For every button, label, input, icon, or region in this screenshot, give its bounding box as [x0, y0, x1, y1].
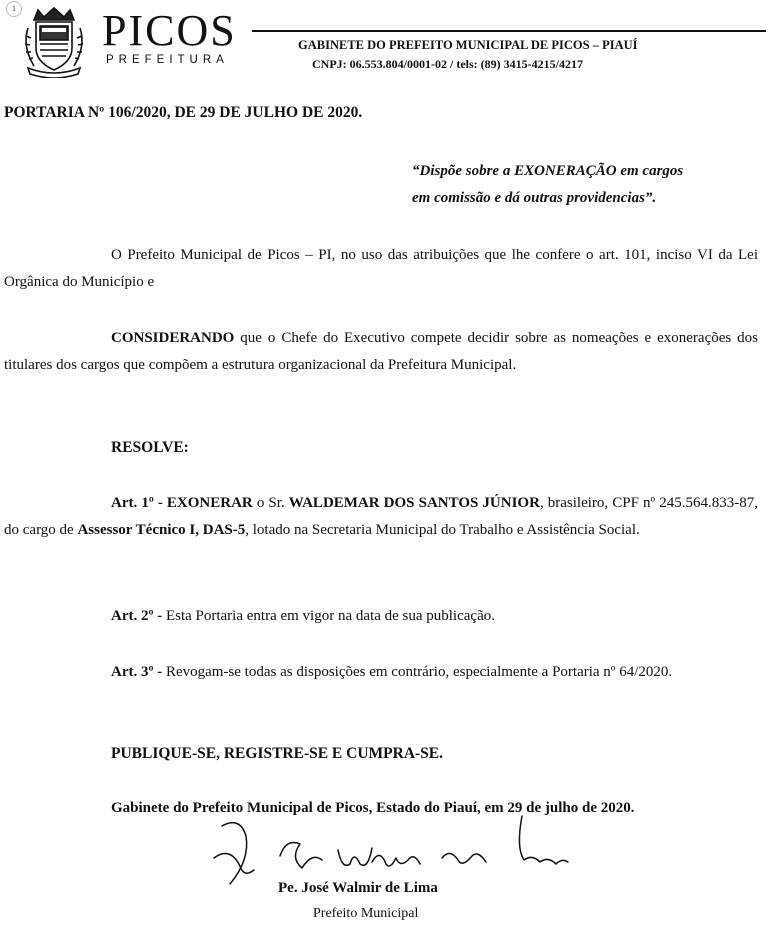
signer-role: Prefeito Municipal: [313, 906, 419, 921]
considerando-keyword: CONSIDERANDO: [111, 330, 235, 346]
preamble-paragraph: [4, 242, 758, 296]
article-2-label: Art. 2º -: [111, 608, 163, 624]
article-2: [4, 603, 758, 630]
ementa: [412, 158, 683, 212]
article-1-text-b: , brasileiro, CPF nº 245.564.833-87, do cargo de: [4, 495, 758, 538]
article-3-label: Art. 3º -: [111, 664, 163, 680]
preamble-text: O Prefeito Municipal de Picos – PI, no uso das atribuições que lhe confere o art. 101, inciso VI da Lei Orgânica do Município e: [4, 247, 758, 290]
ementa-line-2: em comissão e dá outras providencias”.: [412, 190, 657, 206]
signer-name: Pe. José Walmir de Lima: [278, 880, 438, 896]
cnpj-contact-line: CNPJ: 06.553.804/0001-02 / tels: (89) 3415-4215/4217: [312, 57, 583, 71]
brand-subtitle: PREFEITURA: [106, 54, 229, 66]
article-1-text-a: o Sr.: [252, 495, 289, 511]
article-1-label: Art. 1º - EXONERAR: [111, 495, 253, 511]
article-2-text: Esta Portaria entra em vigor na data de sua publicação.: [162, 608, 495, 624]
office-name: GABINETE DO PREFEITO MUNICIPAL DE PICOS – PIAUÍ: [298, 38, 638, 52]
exonerated-person-name: WALDEMAR DOS SANTOS JÚNIOR: [288, 495, 540, 511]
considerando-text: que o Chefe do Executivo compete decidir sobre as nomeações e exonerações dos titulares dos cargos que compõem a estrutura organizacional da Prefeitura Municipal.: [4, 330, 758, 373]
article-3: [4, 659, 758, 686]
handwritten-signature: [210, 808, 570, 890]
resolve-heading: RESOLVE:: [111, 439, 189, 456]
page-number: 1: [6, 1, 22, 17]
closing-location-date: Gabinete do Prefeito Municipal de Picos, Estado do Piauí, em 29 de julho de 2020.: [111, 800, 635, 816]
ementa-line-1: “Dispõe sobre a EXONERAÇÃO em cargos: [412, 163, 684, 179]
position-title: Assessor Técnico I, DAS-5: [77, 522, 246, 538]
publish-statement: PUBLIQUE-SE, REGISTRE-SE E CUMPRA-SE.: [111, 745, 444, 762]
brand-name: PICOS: [102, 6, 237, 55]
article-3-text: Revogam-se todas as disposições em contrário, especialmente a Portaria nº 64/2020.: [162, 664, 673, 680]
article-1-text-c: , lotado na Secretaria Municipal do Trabalho e Assistência Social.: [245, 522, 640, 538]
considerando-paragraph: [4, 325, 758, 379]
document-title: PORTARIA Nº 106/2020, DE 29 DE JULHO DE 2020.: [4, 104, 363, 121]
article-1: [4, 490, 758, 544]
municipal-coat-of-arms-icon: [18, 6, 90, 78]
header-divider: [252, 30, 766, 32]
